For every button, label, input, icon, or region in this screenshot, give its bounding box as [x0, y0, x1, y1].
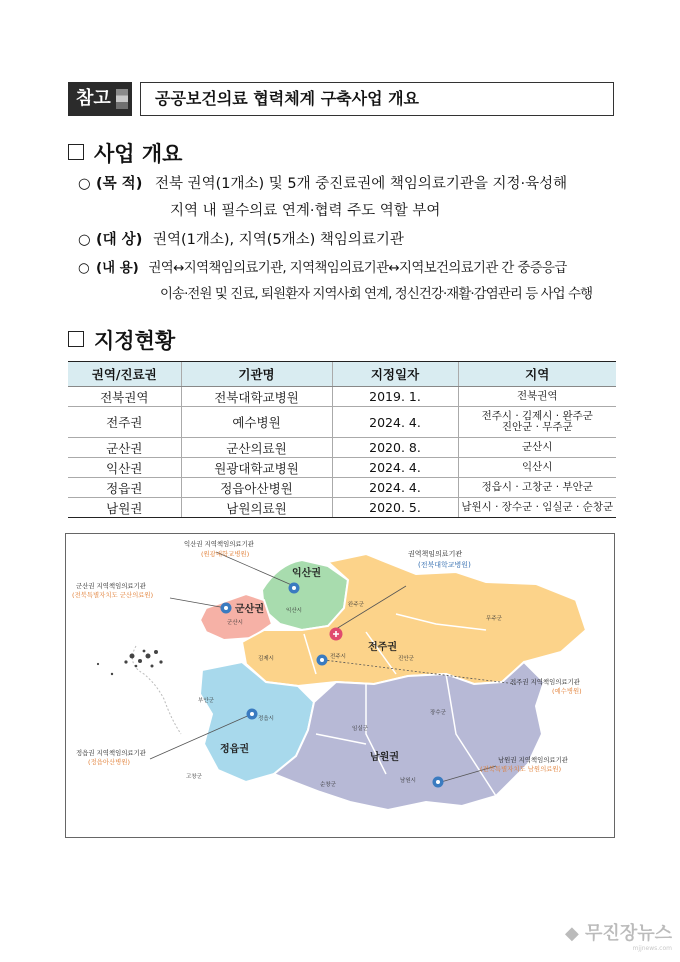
table-cell: 전주권: [68, 407, 181, 438]
table-cell: 남원의료원: [181, 498, 332, 518]
town-label: 익산시: [286, 608, 302, 614]
table-row: [68, 458, 616, 478]
region-label-iksan: 익산권: [292, 568, 321, 579]
content-line1: 권역↔지역책임의료기관, 지역책임의료기관↔지역보건의료기관 간 중증응급: [148, 261, 567, 276]
table-cell: 군산의료원: [181, 438, 332, 458]
town-label: 정읍시: [258, 716, 274, 722]
watermark-url: mjjnews.com: [632, 945, 672, 952]
callout-gunsan-sub: (전북특별자치도 군산의료원): [72, 591, 154, 599]
table-cell: 2020. 8.: [332, 438, 458, 458]
purpose-bullet: [78, 172, 567, 193]
jeonbuk-map: [65, 533, 615, 838]
column-header: 지정일자: [332, 362, 458, 387]
purpose-line2: 지역 내 필수의료 연계·협력 주도 역할 부여: [170, 203, 441, 219]
content-bullet: [78, 257, 567, 276]
table-header-row: [68, 362, 616, 387]
content-tag: (내 용): [96, 261, 139, 276]
table-cell: 원광대학교병원: [181, 458, 332, 478]
town-label: 전주시: [330, 654, 346, 660]
table-cell: 정읍권: [68, 478, 181, 498]
circle-bullet-icon: ○: [78, 232, 91, 248]
marker-jeonju: [317, 655, 328, 666]
table-row: [68, 407, 616, 438]
column-header: 지역: [458, 362, 616, 387]
callout-iksan-title: 익산권 지역책임의료기관: [184, 540, 254, 548]
column-header: 기관명: [181, 362, 332, 387]
target-bullet: [78, 228, 404, 249]
reference-tag: [68, 82, 132, 116]
town-label: 장수군: [430, 710, 446, 716]
town-label: 완주군: [348, 602, 364, 608]
table-cell: 정읍시 · 고창군 · 부안군: [458, 478, 616, 498]
town-label: 진안군: [398, 656, 414, 662]
callout-namwon-title: 남원권 지역책임의료기관: [498, 756, 568, 764]
checkbox-icon: [68, 144, 84, 160]
callout-jeonju-title: 전주권 지역책임의료기관: [510, 678, 580, 686]
table-cell: 2019. 1.: [332, 387, 458, 407]
marker-gunsan: [221, 603, 232, 614]
town-label: 순창군: [320, 782, 336, 788]
table-cell: 전북권역: [458, 387, 616, 407]
region-label-jeonju: 전주권: [368, 642, 397, 653]
map-svg: [66, 534, 614, 837]
town-label: 임실군: [352, 726, 368, 732]
table-cell: 익산권: [68, 458, 181, 478]
table-cell: 군산권: [68, 438, 181, 458]
document-title: 공공보건의료 협력체계 구축사업 개요: [140, 82, 614, 116]
region-label-namwon: 남원권: [370, 752, 399, 763]
designation-table: [68, 361, 616, 518]
circle-bullet-icon: ○: [78, 176, 91, 192]
town-label: 남원시: [400, 778, 416, 784]
callout-jeongeup-sub: (정읍아산병원): [88, 758, 131, 766]
table-cell: 전주시 · 김제시 · 완주군 진안군 · 무주군: [458, 407, 616, 438]
notice-header: [68, 82, 614, 116]
table-cell: 2020. 5.: [332, 498, 458, 518]
islands: [97, 650, 163, 676]
table-row: [68, 438, 616, 458]
town-label: 무주군: [486, 616, 502, 622]
table-cell: 익산시: [458, 458, 616, 478]
callout-namwon-sub: (전북특별자치도 남원의료원): [480, 765, 562, 773]
section-designation-heading: 지정현황: [68, 325, 175, 355]
reference-tag-label: 참고: [76, 88, 111, 109]
table-cell: 전북권역: [68, 387, 181, 407]
table-cell: 2024. 4.: [332, 478, 458, 498]
region-label-gunsan: 군산권: [235, 604, 264, 615]
table-row: [68, 478, 616, 498]
marker-regional: [330, 628, 343, 641]
callout-jeonju-sub: (예수병원): [552, 687, 582, 695]
marker-jeongeup: [247, 709, 258, 720]
town-label: 부안군: [198, 698, 214, 704]
table-cell: 남원권: [68, 498, 181, 518]
checkbox-icon: [68, 331, 84, 347]
column-header: 권역/진료권: [68, 362, 181, 387]
table-cell: 전북대학교병원: [181, 387, 332, 407]
target-text: 권역(1개소), 지역(5개소) 책임의료기관: [152, 232, 404, 248]
content-line2: 이송·전원 및 진료, 퇴원환자 지역사회 연계, 정신건강·재활·감염관리 등 사업 수행: [160, 287, 593, 302]
watermark: [565, 919, 672, 952]
target-tag: (대 상): [96, 232, 143, 248]
table-cell: 정읍아산병원: [181, 478, 332, 498]
table-row: [68, 387, 616, 407]
callout-regional-title: 권역책임의료기관: [408, 550, 463, 558]
marker-iksan: [289, 583, 300, 594]
watermark-icon: ◆: [564, 923, 586, 944]
callout-jeongeup-title: 정읍권 지역책임의료기관: [76, 749, 146, 757]
callout-iksan-sub: (원광대학교병원): [201, 550, 250, 558]
table-cell: 남원시 · 장수군 · 임실군 · 순창군: [458, 498, 616, 518]
pixel-decoration: [116, 89, 128, 109]
table-row: [68, 498, 616, 518]
purpose-line1: 전북 권역(1개소) 및 5개 중진료권에 책임의료기관을 지정·육성해: [154, 176, 568, 192]
callout-gunsan-title: 군산권 지역책임의료기관: [76, 582, 146, 590]
marker-namwon: [433, 777, 444, 788]
purpose-tag: (목 적): [96, 176, 143, 192]
section-overview-heading: 사업 개요: [68, 138, 182, 168]
region-label-jeongeup: 정읍권: [220, 744, 249, 755]
table-cell: 예수병원: [181, 407, 332, 438]
watermark-text: 무진장뉴스: [585, 923, 672, 944]
callout-regional-sub: (전북대학교병원): [418, 561, 471, 569]
town-label: 고창군: [186, 774, 202, 780]
circle-bullet-icon: ○: [78, 261, 90, 276]
town-label: 김제시: [258, 656, 274, 662]
town-label: 군산시: [227, 620, 243, 626]
table-cell: 군산시: [458, 438, 616, 458]
table-cell: 2024. 4.: [332, 458, 458, 478]
table-cell: 2024. 4.: [332, 407, 458, 438]
